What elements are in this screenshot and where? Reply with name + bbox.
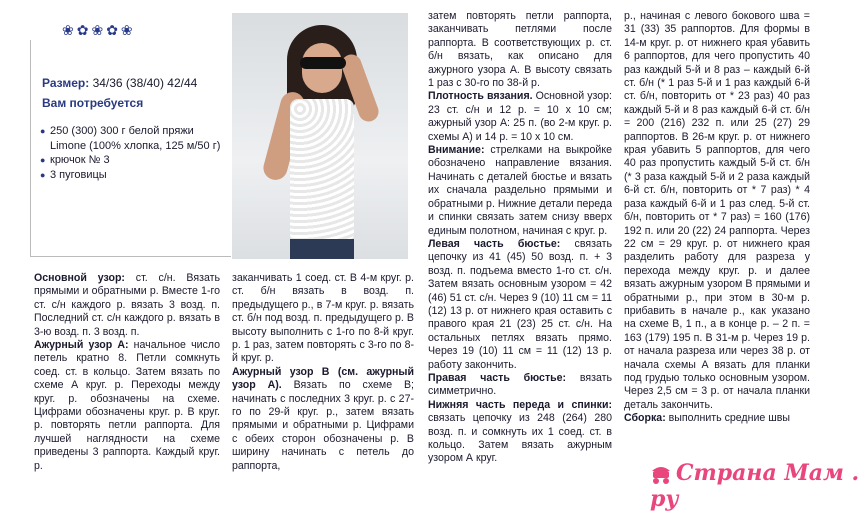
paragraph-text: выполнить средние швы (665, 412, 790, 425)
paragraph (232, 272, 414, 366)
text-column-1 (34, 272, 220, 473)
paragraph-heading: Левая часть бюстье: (428, 237, 561, 250)
paragraph-heading: Ажурный узор А: (34, 339, 129, 352)
logo-text: Страна Мам . ру (650, 460, 860, 512)
paragraph-heading: Основной узор: (34, 272, 125, 284)
paragraph-text: вязать симметрично. (428, 371, 612, 398)
paragraph (232, 366, 414, 473)
paragraph-text: связать цепочку из 41 (45) 50 возд. п. + 3 возд. п. подъема вместо 1-го ст. с/н. Затем вязать основным узором = 42 (46) 51 ст. с/н. Через 9 (10) 11 см = 11 (12) 13 р. от нижнего края оставить с правого края 21 (23) 25 ст. с/н. На остальных петлях вязать прямо. Через 19 (10) 11 см = 11 (12) 13 р. работу закончить. (428, 237, 612, 371)
crochet-top (290, 99, 354, 239)
site-logo[interactable] (650, 460, 860, 512)
paragraph-heading: Внимание: (428, 144, 485, 157)
size-label: Размер: (42, 76, 90, 90)
paragraph-heading: Нижняя часть переда и спинки: (428, 398, 612, 411)
paragraph (428, 238, 612, 372)
material-item: ● 250 (300) 300 г белой пряжи Limone (100% хлопка, 125 м/50 г) (40, 124, 230, 153)
paragraph-heading: Сборка: (624, 412, 666, 425)
material-item: ● крючок № 3 (40, 153, 230, 168)
paragraph-heading: Ажурный узор В (см. ажурный узор А). (232, 365, 414, 392)
materials-list (40, 124, 230, 182)
sunglasses-icon (300, 57, 346, 69)
paragraph (34, 339, 220, 473)
paragraph-text: стрелками на выкройке обозначено направление вязания. Начинать с деталей бюстье и вязать их сначала раздельно прямыми и обратными р. Нижние детали переда и спинки связать затем снизу вверх единым полотном, начиная с круг. р. (428, 144, 612, 237)
paragraph-heading: Правая часть бюстье: (428, 371, 567, 384)
stroller-icon (650, 463, 672, 485)
paragraph-text: Основной узор: 23 ст. с/н и 12 р. = 10 х 10 см; ажурный узор А: 25 п. (во 2-м круг. р. схемы А) и 14 р. = 10 х 10 см. (428, 90, 612, 143)
text-column-3 (428, 10, 612, 466)
paragraph (428, 10, 612, 90)
paragraph-text: заканчивать 1 соед. ст. В 4-м круг. р. ст. б/н вязать в возд. п. предыдущего р., в 7-м круг. р. вязать ст. б/н под возд. п. предыдущего р. В высоту выполнить с 1-го по 8-й круг. р. 1 раз, затем повторять с 3-го по 8-й круг. р. (232, 272, 414, 365)
need-title: Вам потребуется (42, 96, 144, 110)
text-column-4 (624, 10, 810, 426)
text-column-2 (232, 272, 414, 473)
paragraph-text: ст. с/н. Вязать прямыми и обратными р. Вместе 1-го ст. с/н каждого р. вязать 3 возд. п. Последний ст. с/н каждого р. вязать в 3-ю возд. п. 3 возд. п. (34, 272, 220, 338)
material-item: ● 3 пуговицы (40, 168, 230, 183)
decorative-flourish: ❀✿❀✿❀ (62, 22, 136, 38)
paragraph-text: р., начиная с левого бокового шва = 31 (33) 35 раппортов. Для формы в 14-м круг. р. от нижнего края убавить 6 раппортов, для чего пропустить 40 раз каждый 5-й и 8 раз – каждый 6-й ст. б/н (* 1 раз 5-й и 1 раз каждый 6-й ст. б/н, повторить от * 23 раз) 40 раз каждый 5-й и 8 раз каждый 6-й ст. б/н = 200 (216) 232 п. или 25 (27) 29 раппортов. В 26-м круг. р. от нижнего края убавить 5 раппортов, для чего 40 раз пропустить каждый 5-й ст. б/н (* 3 раза каждый 5-й и 2 раза каждый 6-й ст. б/н, повторить от * 7 раз) * 4 раза каждый 6-й и 1 раз след. 5-й ст. б/н, повторить от * 7 раз) = 160 (176) 192 п. или 20 (22) 24 раппорта. Через 22 см = 29 круг. р. от нижнего края разделить работу для разреза у перехода между круг. р. и далее вязать ажурным узором В прямыми и обратными р., при этом в 30-м р. прибавить в начале р., как указано на схеме В, 1 п., а в конце р. – 2 п. = 163 (179) 195 п. В 31-м р. Через 19 р. от начала разреза или через 38 р. от начала схемы А вязать для планки под грудью только основным узором. Через 2,5 см = 3 р. от начала планки деталь закончить. (624, 10, 810, 411)
size-value: 34/36 (38/40) 42/44 (92, 76, 198, 90)
paragraph (428, 399, 612, 466)
paragraph-text: начальное число петель кратно 8. Петли сомкнуть соед. ст. в кольцо. Затем вязать по схеме А круг. р. Переходы между круг. р. обозначены на схеме. Цифрами обозначены круг. р. В круг. р. повторять петли раппорта. Для лучшей наглядности на схеме приведены 3 раппорта. Каждый круг. р. (34, 339, 220, 472)
paragraph (624, 10, 810, 412)
paragraph (428, 90, 612, 144)
model-photo (232, 13, 408, 259)
paragraph-text: затем повторять петли раппорта, заканчивать петлями после раппорта. В соответствующих р. ст. б/н вязать, как описано для ажурного узора А. В высоту связать 1 раз с 30-го по 38-й р. (428, 10, 612, 90)
paragraph (428, 144, 612, 238)
paragraph-text: Вязать по схеме В; начинать с последних 3 круг. р. с 27-го по 29-й круг. р., затем вязать прямыми и обратными р. Цифрами с обеих сторон обозначены р. В ширину начинать с петель до раппорта, (232, 379, 414, 472)
paragraph (624, 412, 810, 425)
paragraph-text: связать цепочку из 248 (264) 280 возд. п. и сомкнуть их 1 соед. ст. в кольцо. Затем вязать ажурным узором А круг. (428, 412, 612, 465)
paragraph (428, 372, 612, 399)
paragraph-heading: Плотность вязания. (428, 90, 533, 103)
size-line (42, 76, 197, 90)
paragraph (34, 272, 220, 339)
